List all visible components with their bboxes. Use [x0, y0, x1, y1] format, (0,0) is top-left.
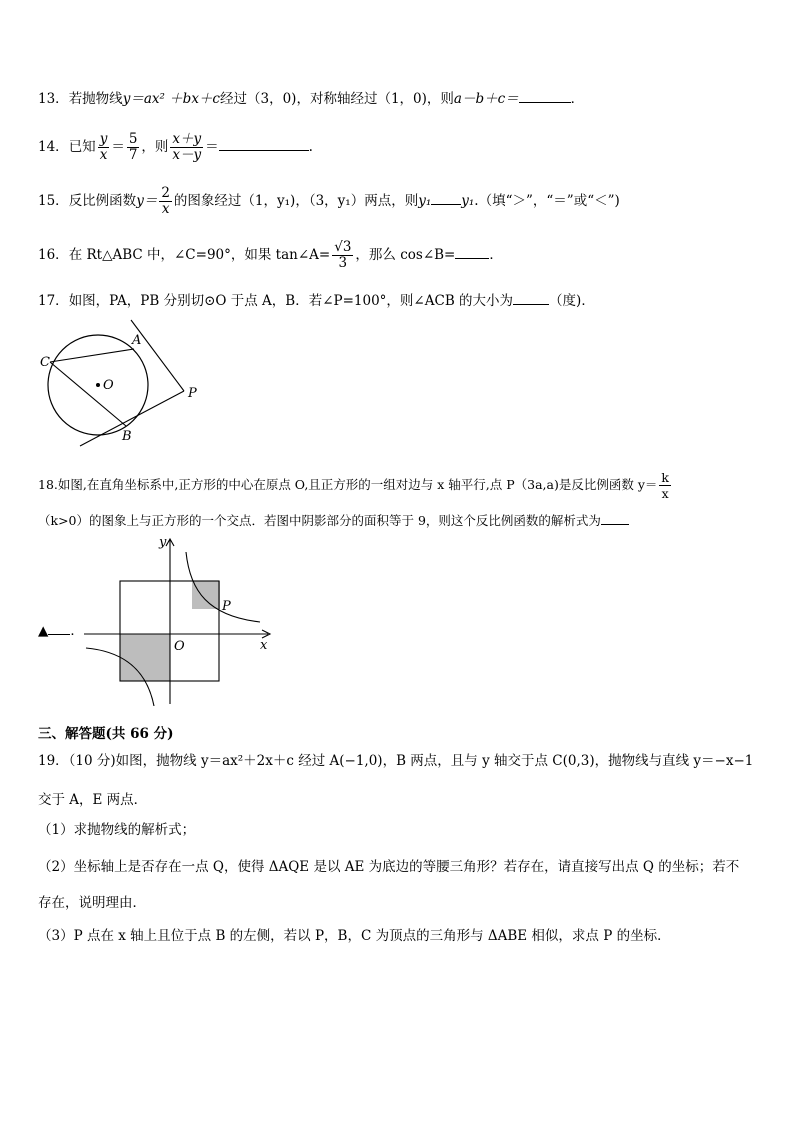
q15-f-den: x: [161, 201, 170, 217]
label-o: O: [103, 378, 114, 393]
q15-answer-blank[interactable]: [431, 190, 461, 205]
q15-y1-right: y₁: [461, 193, 475, 209]
q18-square-hyperbola-figure: [80, 536, 280, 706]
label-a: A: [132, 333, 142, 348]
q14-f1-den: x: [99, 147, 108, 163]
q18-number: 18.: [38, 477, 58, 492]
q14-f3-num: x＋y: [172, 131, 202, 147]
answer-triangle-icon: ▲: [38, 623, 49, 639]
question-14: [38, 132, 313, 163]
chord-ca: [50, 349, 134, 362]
label-c: C: [40, 355, 50, 370]
q17-end: （度)．: [549, 293, 595, 309]
question-18-line2: [38, 510, 629, 531]
q13-number: 13．: [38, 91, 69, 107]
shade-bottom-left: [120, 634, 170, 681]
q16-answer-blank[interactable]: [455, 244, 489, 259]
chord-cb: [50, 362, 126, 426]
q16-f-den: 3: [338, 255, 348, 271]
q18-fraction-k-over-x: [659, 470, 671, 501]
q13-prefix: 若抛物线: [68, 91, 123, 107]
question-15: [38, 186, 620, 217]
q16-text2: ，那么 cos∠B=: [355, 247, 456, 263]
q14-fraction-y-over-x: [98, 132, 110, 163]
q14-f2-den: 7: [128, 147, 138, 163]
q16-number: 16．: [38, 247, 69, 263]
q14-fraction-sum-over-diff: [170, 132, 203, 163]
q14-number: 14．: [38, 139, 69, 155]
q15-text1: 的图象经过（1，y₁)，（3，y₁）两点，则: [173, 193, 419, 209]
q19-part2a: （2）坐标轴上是否存在一点 Q，使得 ΔAQE 是以 AE 为底边的等腰三角形？若存在，请直接写出点 Q 的坐标；若不: [38, 859, 740, 875]
q18-line1: 如图,在直角坐标系中,正方形的中心在原点 O,且正方形的一组对边与 x 轴平行,点 P（3a,a)是反比例函数 y＝: [57, 477, 658, 492]
q18-line2: （k>0）的图象上与正方形的一个交点．若图中阴影部分的面积等于 9，则这个反比例函数的解析式为: [38, 513, 601, 528]
q14-fraction-5-over-7: [127, 132, 140, 163]
q19-part1: （1）求抛物线的解析式；: [38, 822, 196, 838]
shade-top-right: [192, 581, 220, 609]
q16-text1: 在 Rt△ABC 中，∠C=90°，如果 tan∠A=: [68, 247, 331, 263]
q18-answer-line: [38, 620, 84, 641]
label-b: B: [122, 429, 132, 444]
q18-answer-end: ．: [70, 623, 84, 639]
q13-end: ．: [570, 91, 585, 107]
question-16: [38, 240, 503, 271]
q18-answer-blank[interactable]: [601, 510, 629, 525]
q19-line1: 19．（10 分)如图，抛物线 y＝ax²＋2x＋c 经过 A(−1,0)，B 两点，且与 y 轴交于点 C(0,3)，抛物线与直线 y＝−x−1: [38, 753, 754, 769]
q15-f-num: 2: [161, 185, 170, 201]
q18-f-den: x: [661, 486, 669, 501]
q15-text2: .（填“＞”，“＝”或“＜”): [474, 193, 620, 209]
q19-line2: 交于 A，E 两点．: [38, 792, 148, 808]
q14-eq1: ＝: [111, 139, 125, 155]
q16-f-num: √3: [334, 239, 352, 255]
q18-f-num: k: [661, 470, 669, 485]
q14-f2-num: 5: [128, 131, 138, 147]
center-point: [96, 383, 100, 387]
q19-part2b: 存在，说明理由．: [38, 895, 146, 911]
q13-expression: a－b＋c＝: [453, 91, 519, 107]
question-18: [38, 470, 673, 501]
q14-f3-den: x－y: [172, 147, 202, 163]
q13-answer-blank[interactable]: [519, 88, 571, 103]
q15-y1-left: y₁: [418, 193, 432, 209]
q14-f1-num: y: [99, 131, 108, 147]
label-o: O: [174, 639, 185, 654]
q14-answer-blank[interactable]: [219, 136, 309, 151]
q15-function: y＝: [136, 193, 158, 209]
q17-text: 如图，PA，PB 分别切⊙O 于点 A，B．若∠P=100°，则∠ACB 的大小为: [68, 293, 514, 309]
label-x: x: [260, 638, 268, 653]
q17-circle-tangent-figure: [36, 318, 206, 448]
q15-number: 15．: [38, 193, 69, 209]
q13-formula: y＝ax² ＋bx＋c: [122, 91, 220, 107]
label-p: P: [188, 386, 197, 401]
q16-end: ．: [489, 247, 503, 263]
q16-fraction-root3-over-3: [332, 240, 353, 271]
label-y: y: [159, 536, 167, 550]
q14-mid: ，则: [141, 139, 169, 155]
q13-mid: 经过（3，0)，对称轴经过（1，0)，则: [220, 91, 454, 107]
q17-number: 17．: [38, 293, 69, 309]
q17-answer-blank[interactable]: [513, 290, 549, 305]
q19-part3: （3）P 点在 x 轴上且位于点 B 的左侧，若以 P，B，C 为顶点的三角形与 ΔABE 相似，求点 P 的坐标．: [38, 928, 671, 944]
q14-eq2: ＝: [205, 139, 219, 155]
question-13: [38, 88, 584, 109]
section-3-heading: 三、解答题(共 66 分): [38, 726, 174, 742]
question-17: [38, 290, 595, 311]
q15-prefix: 反比例函数: [68, 193, 137, 209]
q14-prefix: 已知: [68, 139, 96, 155]
q14-end: .: [308, 139, 313, 155]
label-p: P: [222, 599, 231, 614]
tangent-pb: [80, 391, 184, 446]
q15-fraction-2-over-x: [159, 186, 172, 217]
q18-answer-underline[interactable]: [48, 620, 70, 635]
